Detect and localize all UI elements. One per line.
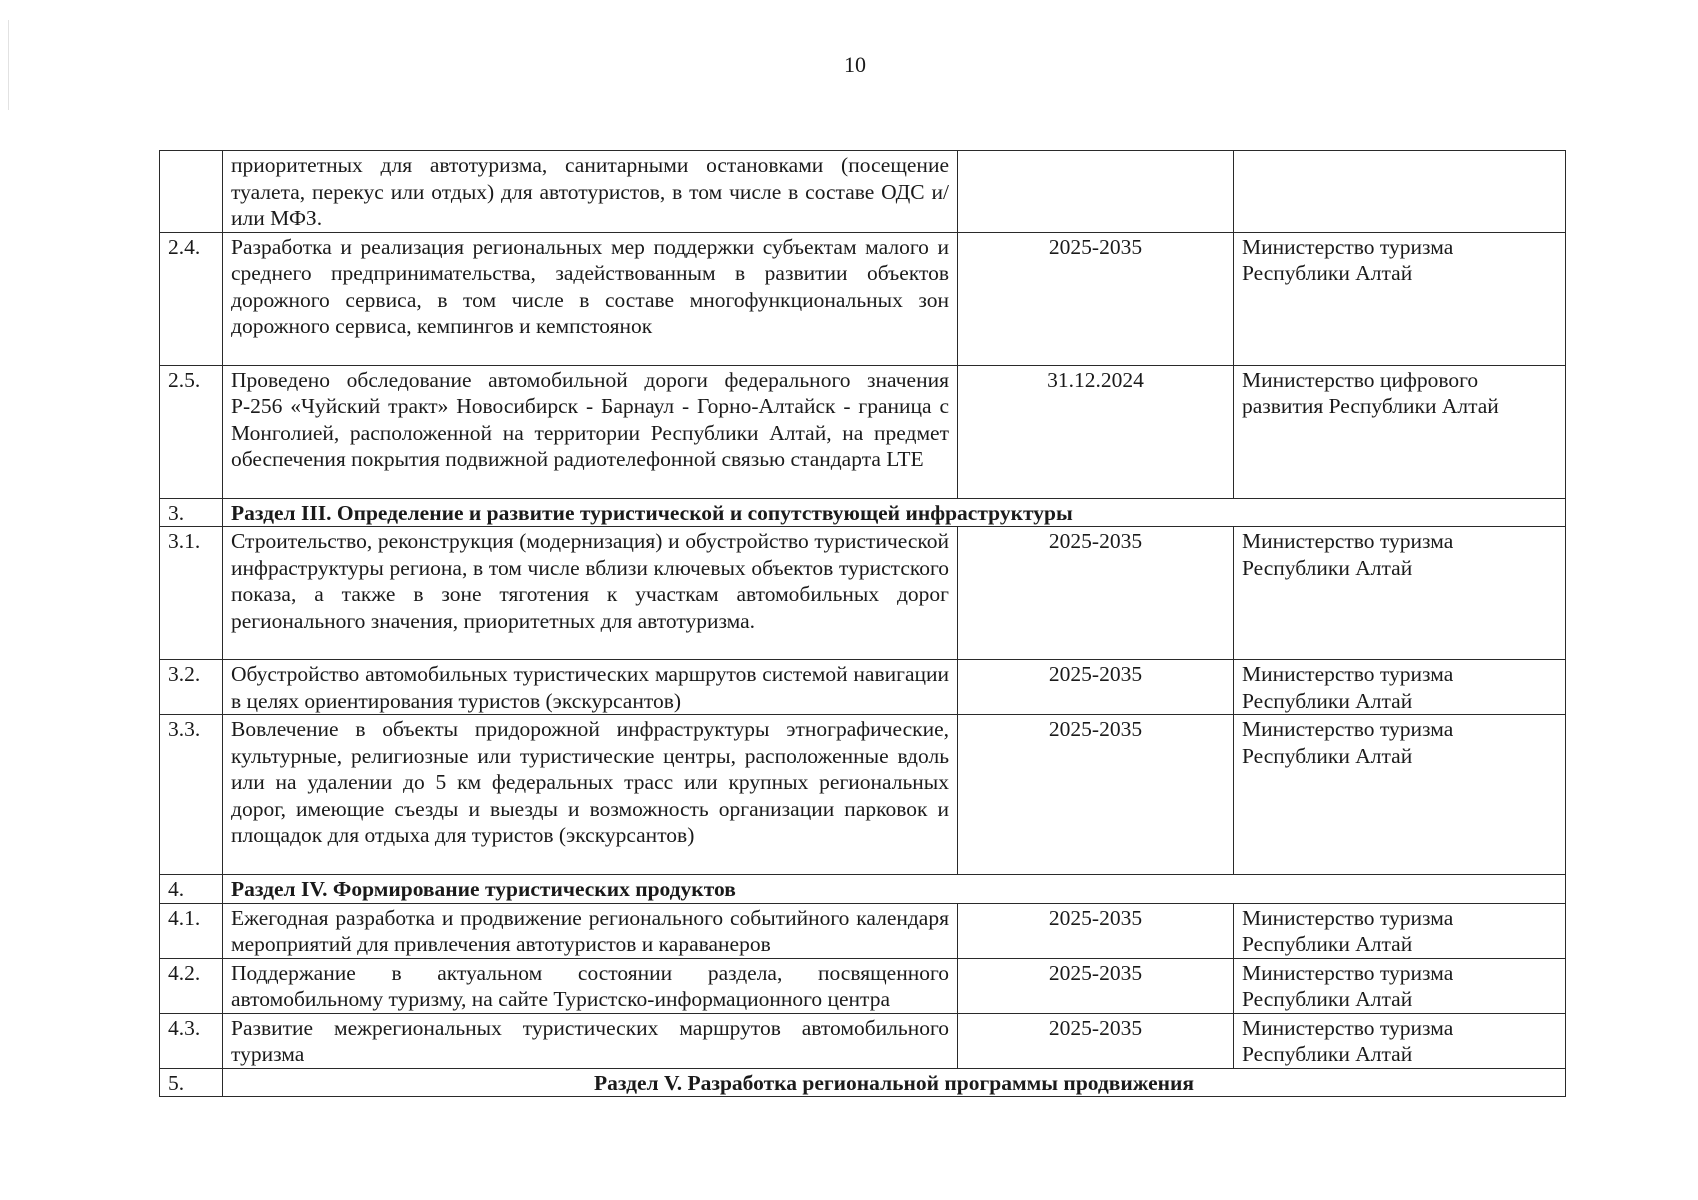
item-responsible: Министерство туризма Республики Алтай bbox=[1234, 660, 1566, 715]
item-deadline: 2025-2035 bbox=[958, 660, 1234, 715]
section-row bbox=[160, 498, 1566, 527]
table-row bbox=[160, 958, 1566, 1013]
item-number: 4.1. bbox=[160, 903, 223, 958]
item-description: Разработка и реализация региональных мер поддержки субъектам малого и среднего предпринимательства, задействованным в развитии объектов дорожного сервиса, в том числе в составе многофункциональных зон дорожного сервиса, кемпингов и кемпстоянок bbox=[223, 232, 958, 365]
item-description: Строительство, реконструкция (модернизация) и обустройство туристической инфраструктуры региона, в том числе вблизи ключевых объектов туристского показа, а также в зоне тяготения к участкам автомобильных дорог регионального значения, приоритетных для автотуризма. bbox=[223, 527, 958, 660]
item-responsible: Министерство туризма Республики Алтай bbox=[1234, 958, 1566, 1013]
item-description: Поддержание в актуальном состоянии раздела, посвященного автомобильному туризму, на сайте Туристско-информационного центра bbox=[223, 958, 958, 1013]
item-number: 4.2. bbox=[160, 958, 223, 1013]
item-responsible: Министерство туризма Республики Алтай bbox=[1234, 527, 1566, 660]
table-row bbox=[160, 527, 1566, 660]
item-deadline: 2025-2035 bbox=[958, 232, 1234, 365]
item-deadline: 2025-2035 bbox=[958, 903, 1234, 958]
item-number: 2.5. bbox=[160, 365, 223, 498]
item-responsible: Министерство туризма Республики Алтай bbox=[1234, 1013, 1566, 1068]
item-description: приоритетных для автотуризма, санитарными остановками (посещение туалета, перекус или отдых) для автотуристов, в том числе в составе ОДС и/или МФЗ. bbox=[223, 151, 958, 233]
section-row bbox=[160, 875, 1566, 904]
item-number: 3.2. bbox=[160, 660, 223, 715]
item-number: 3.3. bbox=[160, 715, 223, 875]
item-deadline: 2025-2035 bbox=[958, 1013, 1234, 1068]
item-description: Проведено обследование автомобильной дороги федерального значения Р-256 «Чуйский тракт» Новосибирск - Барнаул - Горно-Алтайск - граница с Монголией, расположенной на территории Республики Алтай, на предмет обеспечения покрытия подвижной радиотелефонной связью стандарта LTE bbox=[223, 365, 958, 498]
item-number: 4.3. bbox=[160, 1013, 223, 1068]
item-responsible: Министерство туризма Республики Алтай bbox=[1234, 715, 1566, 875]
item-deadline: 2025-2035 bbox=[958, 715, 1234, 875]
item-number bbox=[160, 151, 223, 233]
table-row bbox=[160, 903, 1566, 958]
table-row bbox=[160, 232, 1566, 365]
table-row bbox=[160, 1013, 1566, 1068]
table-row bbox=[160, 715, 1566, 875]
section-title: Раздел IV. Формирование туристических продуктов bbox=[223, 875, 1566, 904]
section-number: 3. bbox=[160, 498, 223, 527]
item-responsible: Министерство туризма Республики Алтай bbox=[1234, 903, 1566, 958]
table-row bbox=[160, 365, 1566, 498]
item-deadline: 2025-2035 bbox=[958, 958, 1234, 1013]
table-row bbox=[160, 660, 1566, 715]
item-deadline: 2025-2035 bbox=[958, 527, 1234, 660]
section-title: Раздел V. Разработка региональной программы продвижения bbox=[223, 1068, 1566, 1097]
item-description: Развитие межрегиональных туристических маршрутов автомобильного туризма bbox=[223, 1013, 958, 1068]
item-deadline bbox=[958, 151, 1234, 233]
section-number: 4. bbox=[160, 875, 223, 904]
item-deadline: 31.12.2024 bbox=[958, 365, 1234, 498]
item-description: Обустройство автомобильных туристических маршрутов системой навигации в целях ориентирования туристов (экскурсантов) bbox=[223, 660, 958, 715]
item-number: 3.1. bbox=[160, 527, 223, 660]
plan-table bbox=[159, 150, 1566, 1097]
table-row bbox=[160, 151, 1566, 233]
page-number: 10 bbox=[844, 52, 866, 77]
plan-table-body bbox=[160, 151, 1566, 1097]
item-description: Вовлечение в объекты придорожной инфраструктуры этнографические, культурные, религиозные или туристические центры, расположенные вдоль или на удалении до 5 км федеральных трасс или крупных региональных дорог, имеющие съезды и выезды и возможность организации парковок и площадок для отдыха для туристов (экскурсантов) bbox=[223, 715, 958, 875]
section-row bbox=[160, 1068, 1566, 1097]
item-responsible: Министерство цифрового развития Республики Алтай bbox=[1234, 365, 1566, 498]
item-responsible: Министерство туризма Республики Алтай bbox=[1234, 232, 1566, 365]
item-responsible bbox=[1234, 151, 1566, 233]
section-number: 5. bbox=[160, 1068, 223, 1097]
section-title: Раздел III. Определение и развитие туристической и сопутствующей инфраструктуры bbox=[223, 498, 1566, 527]
item-number: 2.4. bbox=[160, 232, 223, 365]
item-description: Ежегодная разработка и продвижение регионального событийного календаря мероприятий для привлечения автотуристов и караванеров bbox=[223, 903, 958, 958]
